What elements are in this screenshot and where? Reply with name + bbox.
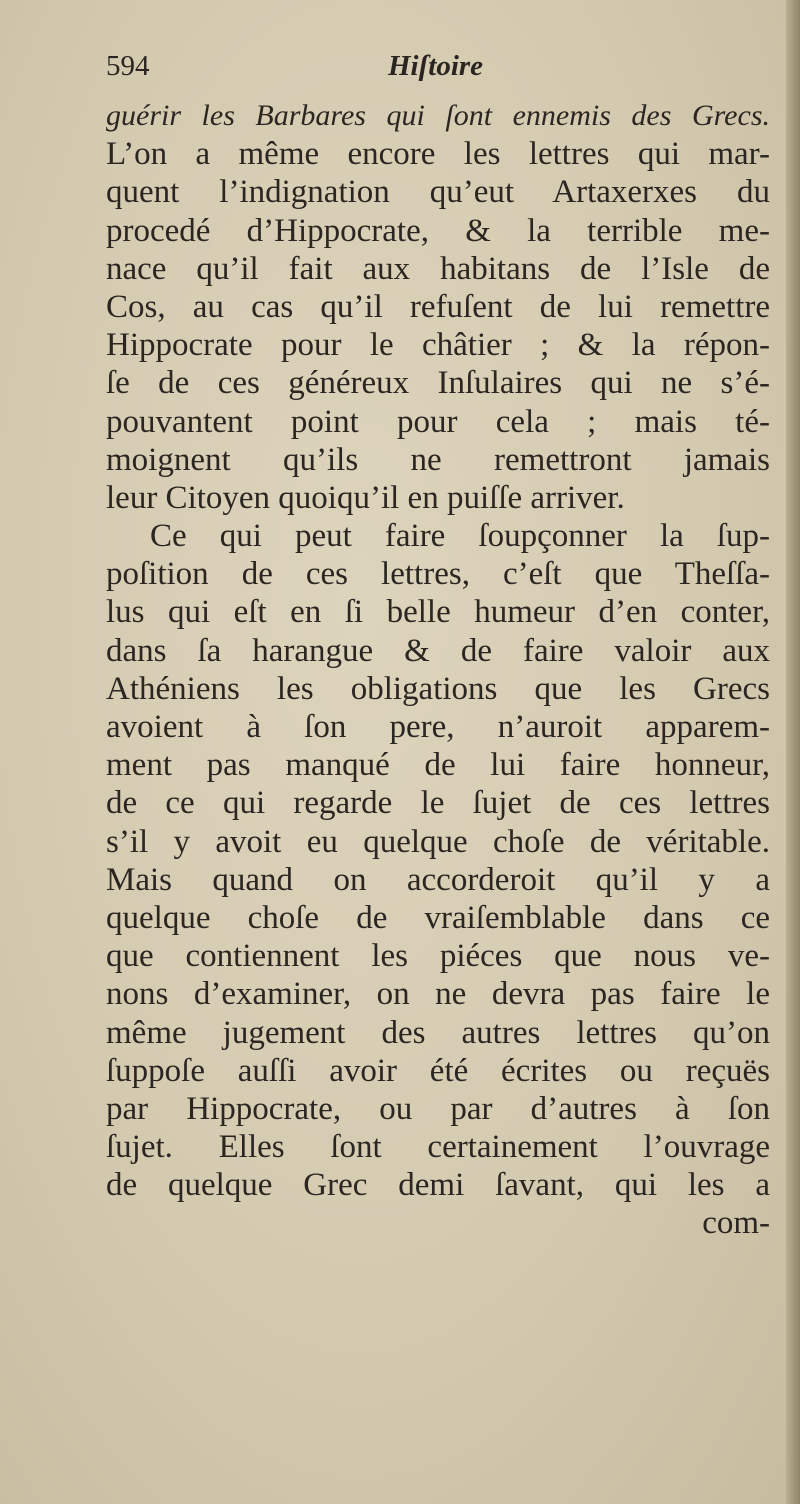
page-number: 594: [106, 50, 150, 82]
text-line: avoient à ſon pere, n’auroit apparem-: [106, 709, 770, 745]
text-line: moignent qu’ils ne remettront jamais: [106, 441, 770, 478]
text-line: procedé d’Hippocrate, & la terrible me-: [106, 212, 770, 249]
text-line: de quelque Grec demi ſavant, qui les a: [106, 1167, 770, 1204]
text-line: nace qu’il fait aux habitans de l’Isle de: [106, 250, 770, 287]
text-line: Mais quand on accorderoit qu’il y a: [106, 861, 770, 898]
text-line: quent l’indignation qu’eut Artaxerxes du: [106, 174, 770, 211]
text-line: lus qui eſt en ſi belle humeur d’en conter,: [106, 594, 770, 631]
text-line: par Hippocrate, ou par d’autres à ſon: [106, 1090, 770, 1127]
text-line: L’on a même encore les lettres qui mar-: [106, 136, 770, 173]
page-header: [100, 48, 660, 88]
text-line: que contiennent les piéces que nous ve-: [106, 938, 770, 975]
text-line: pouvantent point pour cela ; mais té-: [106, 403, 770, 440]
text-line: quelque choſe de vraiſemblable dans ce: [106, 899, 770, 936]
text-line: ſuppoſe auſſi avoir été écrites ou reçuës: [106, 1052, 770, 1089]
page-gutter-shadow: [786, 0, 800, 1504]
text-line: leur Citoyen quoiqu’il en puiſſe arriver.: [106, 479, 625, 516]
text-line: ſe de ces généreux Inſulaires qui ne s’é-: [106, 365, 770, 402]
text-line: ment pas manqué de lui faire honneur,: [106, 747, 770, 784]
text-line: Ce qui peut faire ſoupçonner la ſup-: [150, 518, 770, 555]
catchword: com-: [702, 1205, 770, 1242]
text-line: ſujet. Elles ſont certainement l’ouvrage: [106, 1129, 770, 1166]
text-line: Cos, au cas qu’il refuſent de lui remettre: [106, 288, 770, 325]
running-head: Hiſtoire: [388, 50, 484, 82]
text-line: guérir les Barbares qui ſont ennemis des Grecs.: [106, 99, 770, 132]
text-line: de ce qui regarde le ſujet de ces lettres: [106, 785, 770, 822]
text-line: dans ſa harangue & de faire valoir aux: [106, 632, 770, 669]
text-line: nons d’examiner, on ne devra pas faire le: [106, 976, 770, 1013]
body-text: [106, 97, 770, 1243]
text-line: s’il y avoit eu quelque choſe de véritable.: [106, 823, 770, 860]
text-line: Athéniens les obligations que les Grecs: [106, 670, 770, 707]
text-line: poſition de ces lettres, c’eſt que Theſſa-: [106, 556, 770, 593]
text-line: même jugement des autres lettres qu’on: [106, 1014, 770, 1051]
text-line: Hippocrate pour le châtier ; & la répon-: [106, 327, 770, 364]
